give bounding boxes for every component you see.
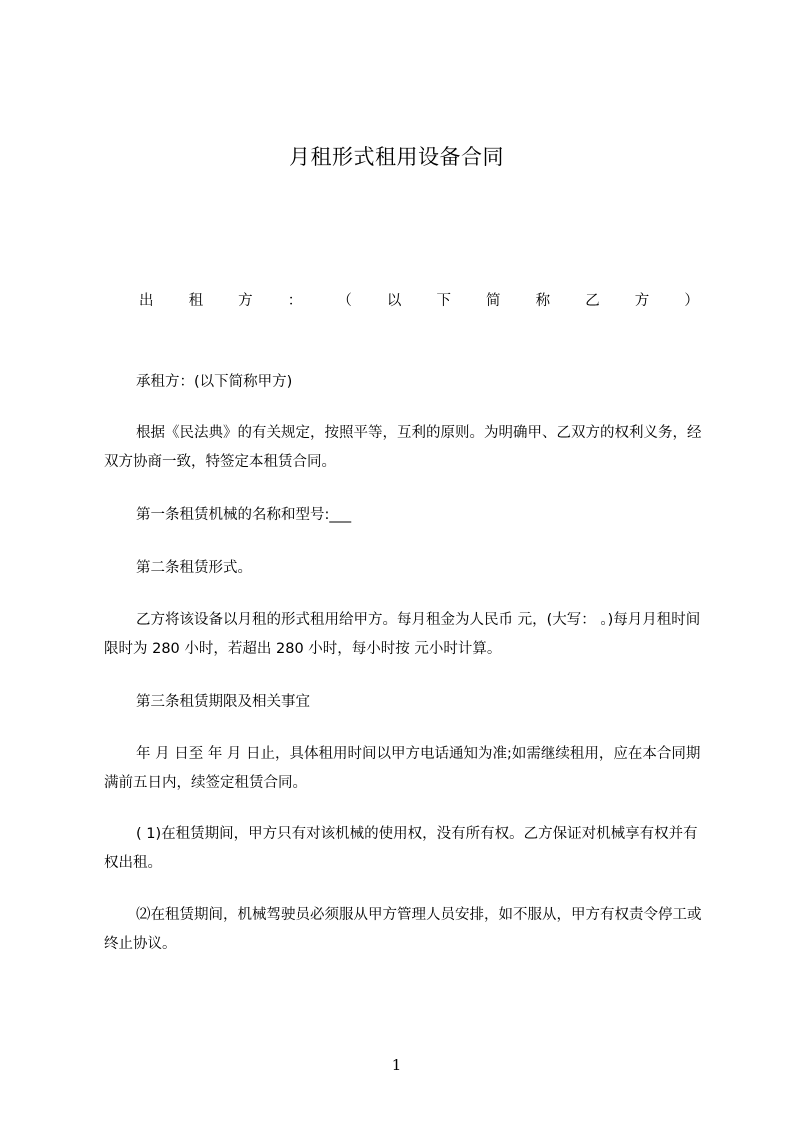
lessor-char: 出: [139, 293, 154, 309]
lessee-line: 承租方：(以下简称甲方): [136, 374, 293, 390]
lessor-char: ）: [684, 293, 699, 309]
lessor-char: ：: [287, 293, 303, 309]
lessor-line: [139, 288, 699, 314]
lessor-char: （: [337, 293, 352, 309]
lessor-char: 简: [486, 293, 501, 309]
lessor-char: 称: [535, 293, 551, 309]
document-title: 月租形式租用设备合同: [289, 145, 504, 169]
lessor-char: 以: [386, 293, 402, 309]
article-3-heading: 第三条租赁期限及相关事宜: [136, 694, 310, 710]
lessor-char: 方: [238, 293, 253, 309]
article-1-heading: 第一条租赁机械的名称和型号:___: [136, 507, 352, 523]
article-3-paragraph: 年 月 日至 年 月 日止，具体租用时间以甲方电话通知为准;如需继续租用，应在本合同期满前五日内，续签定租赁合同。: [104, 746, 701, 791]
lessor-char: 乙: [585, 293, 600, 309]
page-number: 1: [391, 1056, 402, 1074]
lessor-char: 下: [436, 293, 451, 309]
preamble-paragraph: 根据《民法典》的有关规定，按照平等，互利的原则。为明确甲、乙双方的权利义务，经双方协商一致，特签定本租赁合同。: [104, 425, 702, 470]
article-2-heading: 第二条租赁形式。: [136, 560, 252, 576]
article-2-paragraph: 乙方将该设备以月租的形式租用给甲方。每月租金为人民币 元，(大写： 。)每月月租时间限时为 280 小时，若超出 280 小时，每小时按 元小时计算。: [104, 612, 701, 657]
lessor-char: 方: [634, 293, 650, 309]
clause-2-paragraph: ⑵在租赁期间，机械驾驶员必须服从甲方管理人员安排，如不服从，甲方有权责令停工或终止协议。: [104, 907, 702, 952]
lessor-char: 租: [188, 293, 204, 309]
clause-1-paragraph: ( 1)在租赁期间，甲方只有对该机械的使用权，没有所有权。乙方保证对机械享有权并有权出租。: [104, 826, 698, 871]
